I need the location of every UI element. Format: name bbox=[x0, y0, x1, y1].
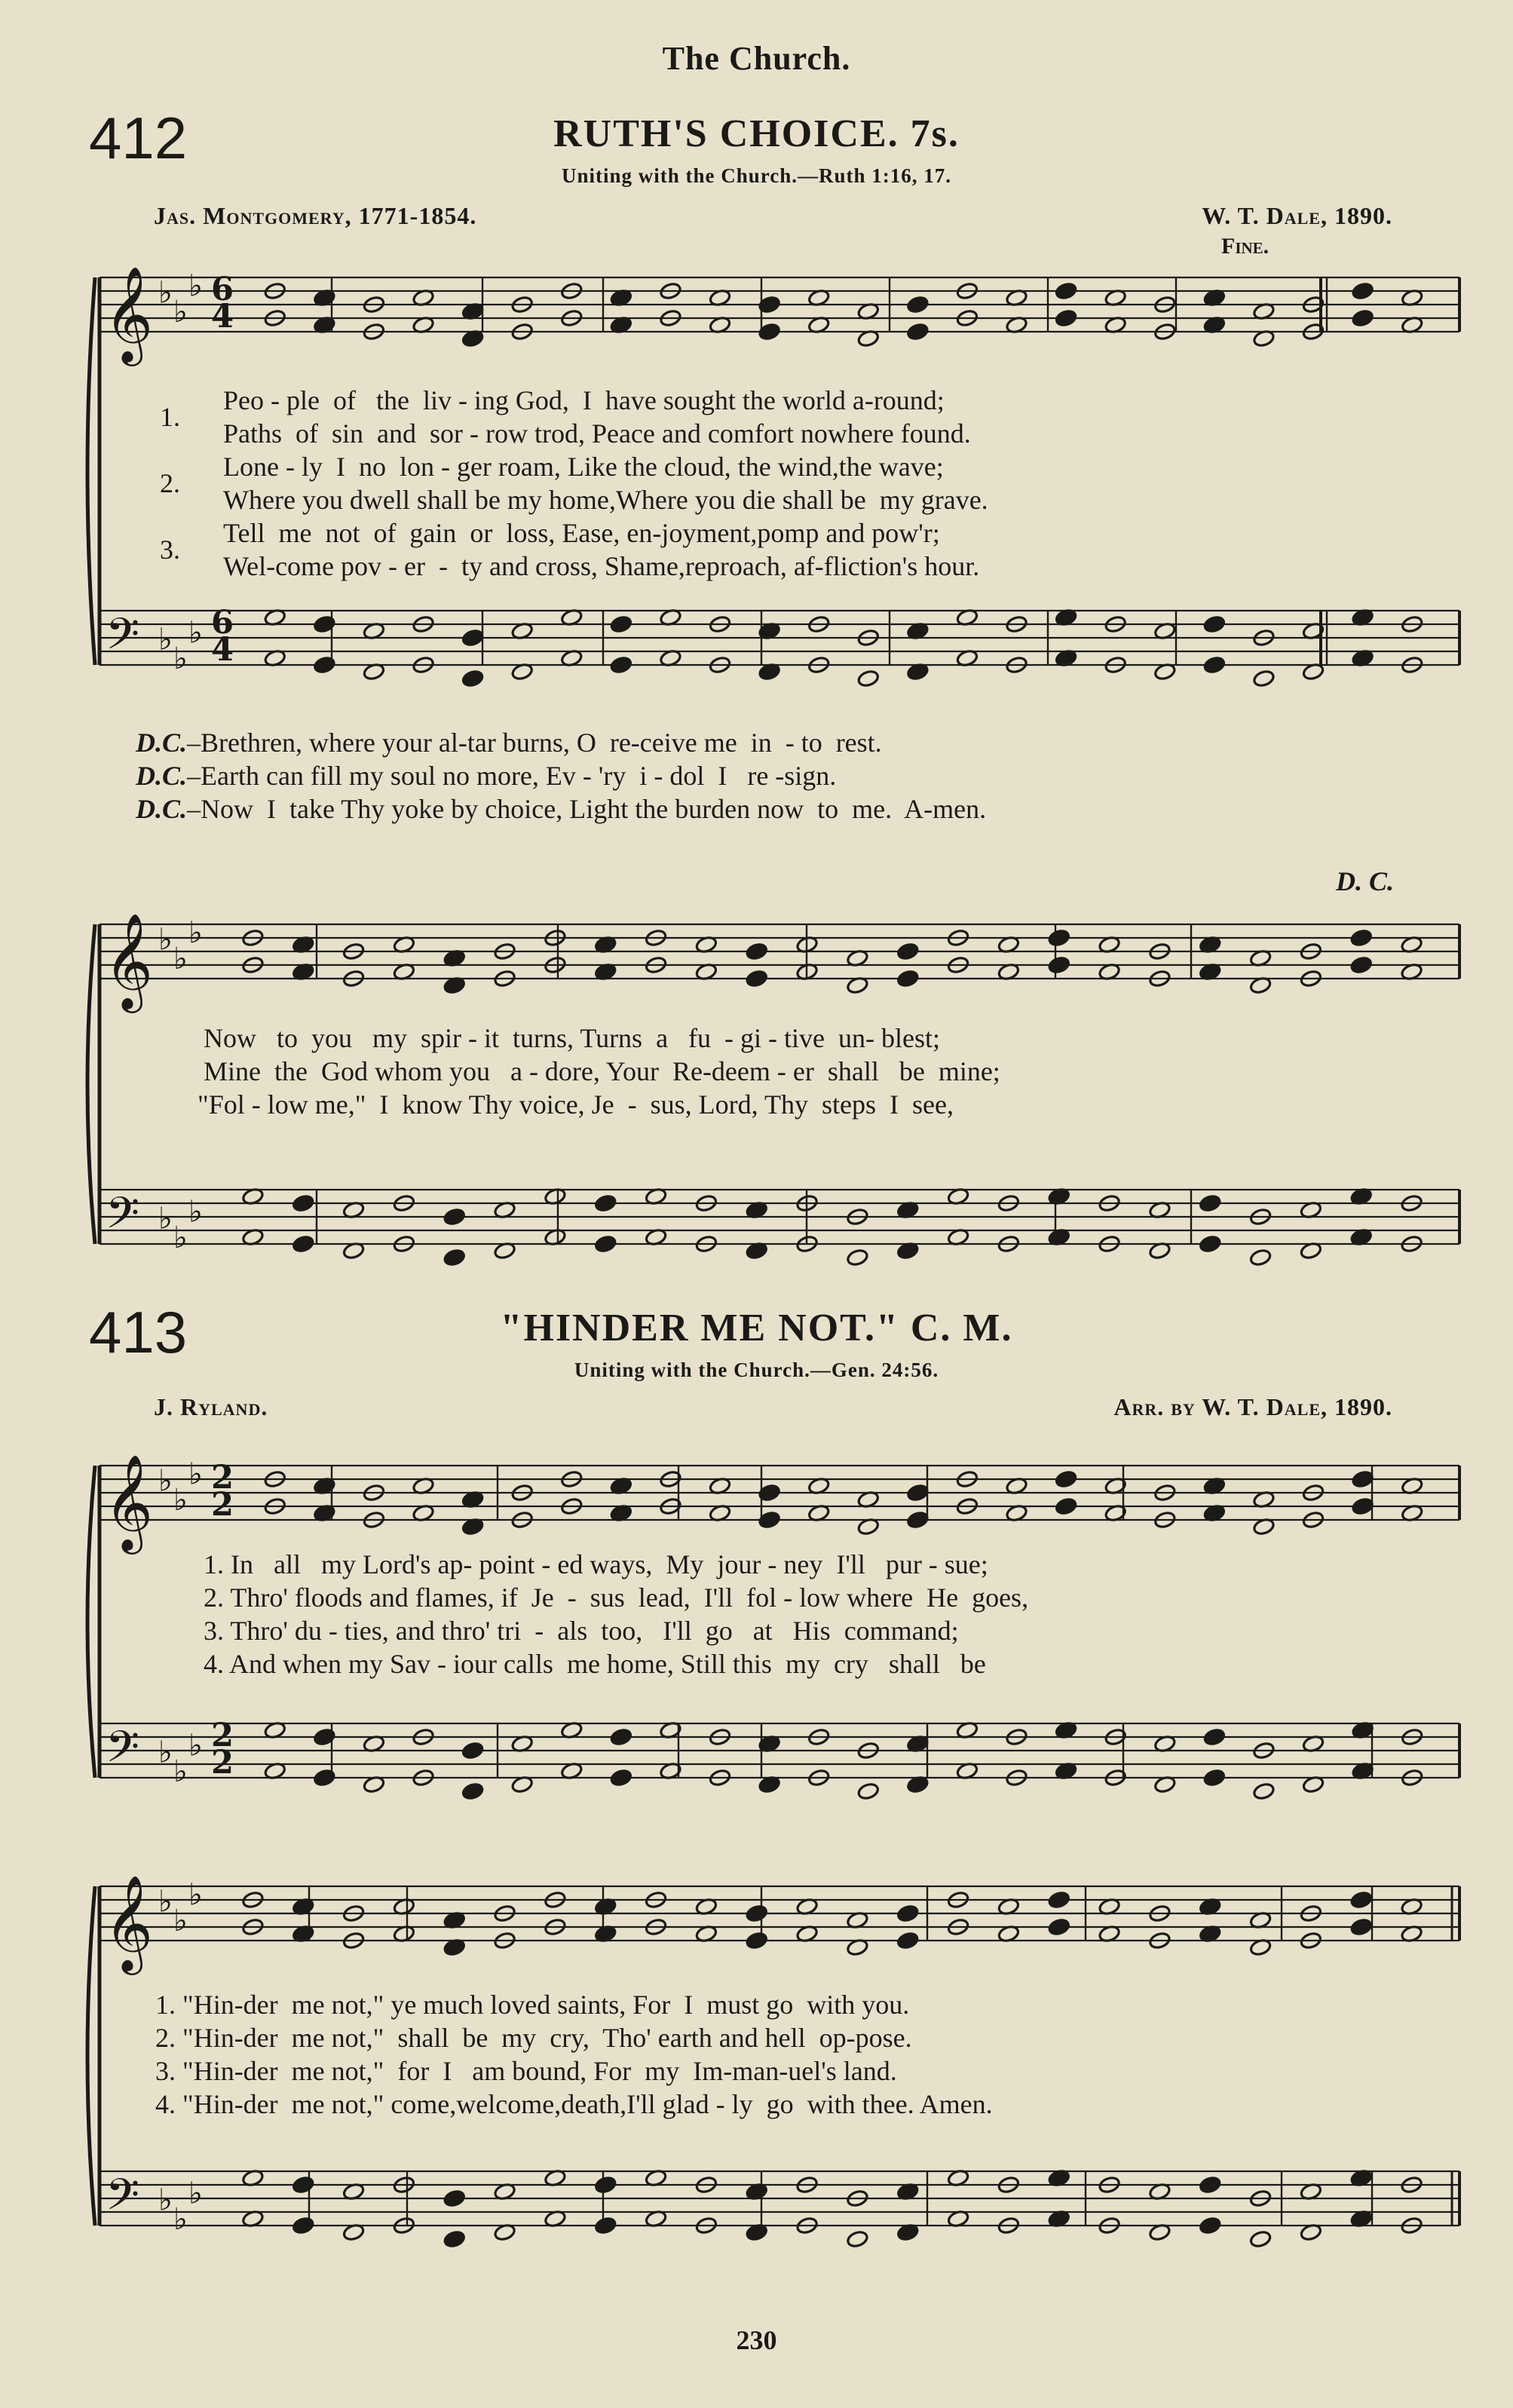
lyric-line: Peo - ple of the liv - ing God, I have sought the world a-round; bbox=[223, 385, 945, 415]
flat-sign: ♭ bbox=[173, 641, 188, 676]
words-author: Jas. Montgomery, 1771-1854. bbox=[154, 202, 477, 229]
flat-sign: ♭ bbox=[173, 294, 188, 329]
quarter-note bbox=[443, 2230, 466, 2249]
quarter-note bbox=[1048, 929, 1070, 948]
quarter-note bbox=[292, 2217, 314, 2235]
quarter-note bbox=[896, 942, 919, 961]
time-signature: 2 bbox=[211, 1743, 234, 1781]
quarter-note bbox=[896, 1932, 919, 1950]
verse-number: 2. bbox=[160, 468, 180, 498]
time-signature: 4 bbox=[211, 630, 234, 669]
da-capo-mark: D. C. bbox=[1336, 866, 1395, 896]
quarter-note bbox=[313, 1769, 335, 1788]
quarter-note bbox=[1055, 1470, 1077, 1489]
flat-sign: ♭ bbox=[188, 1194, 203, 1230]
treble-clef: 𝄞 bbox=[104, 1454, 154, 1550]
quarter-note bbox=[1055, 309, 1077, 328]
bass-clef: 𝄢 bbox=[106, 1187, 140, 1249]
lyric-line: Mine the God whom you a - dore, Your Re-deem - er shall be mine; bbox=[204, 1056, 1000, 1086]
quarter-note bbox=[1055, 282, 1077, 301]
flat-sign: ♭ bbox=[158, 622, 173, 657]
quarter-note bbox=[313, 656, 335, 675]
quarter-note bbox=[461, 1782, 484, 1801]
lyric-line: 3. Thro' du - ties, and thro' tri - als too, I'll go at His command; bbox=[204, 1616, 959, 1646]
quarter-note bbox=[443, 1248, 466, 1267]
lyric-line: Tell me not of gain or loss, Ease, en-joyment,pomp and pow'r; bbox=[223, 518, 940, 548]
quarter-note bbox=[610, 656, 632, 675]
flat-sign: ♭ bbox=[188, 1457, 203, 1492]
hymn-number: 413 bbox=[89, 1299, 188, 1365]
half-note bbox=[1252, 1782, 1275, 1801]
quarter-note bbox=[1350, 929, 1373, 948]
verse-number: 1. bbox=[160, 402, 180, 432]
dc-line: D.C.–Earth can fill my soul no more, Ev - 'ry i - dol I re -sign. bbox=[136, 761, 837, 791]
words-author: J. Ryland. bbox=[154, 1393, 268, 1420]
flat-sign: ♭ bbox=[188, 615, 203, 651]
bass-clef: 𝄢 bbox=[106, 1721, 140, 1783]
flat-sign: ♭ bbox=[173, 1754, 188, 1789]
quarter-note bbox=[746, 1932, 768, 1950]
system-brace bbox=[87, 277, 95, 665]
quarter-note bbox=[1048, 1918, 1070, 1937]
system-brace bbox=[87, 1466, 95, 1778]
flat-sign: ♭ bbox=[158, 2183, 173, 2218]
half-note bbox=[1249, 1248, 1272, 1267]
flat-sign: ♭ bbox=[158, 1463, 173, 1499]
verse-number: 3. bbox=[160, 535, 180, 565]
flat-sign: ♭ bbox=[158, 275, 173, 311]
half-note bbox=[857, 669, 880, 688]
flat-sign: ♭ bbox=[173, 1482, 188, 1518]
bass-clef: 𝄢 bbox=[106, 2169, 140, 2231]
page-number: 230 bbox=[736, 2325, 777, 2355]
quarter-note bbox=[1203, 615, 1226, 634]
half-note bbox=[846, 1248, 868, 1267]
system-brace bbox=[87, 924, 95, 1244]
time-signature: 6 bbox=[211, 603, 234, 642]
quarter-note bbox=[746, 970, 768, 988]
quarter-note bbox=[1350, 956, 1373, 975]
quarter-note bbox=[1352, 309, 1374, 328]
flat-sign: ♭ bbox=[173, 941, 188, 976]
quarter-note bbox=[292, 1235, 314, 1254]
quarter-note bbox=[461, 1742, 484, 1760]
quarter-note bbox=[906, 323, 929, 342]
flat-sign: ♭ bbox=[173, 2201, 188, 2237]
time-signature: 2 bbox=[211, 1485, 234, 1524]
hymn-title: RUTH'S CHOICE. 7s. bbox=[553, 112, 960, 155]
half-note bbox=[1252, 669, 1275, 688]
dc-line: D.C.–Brethren, where your al-tar burns, O re-ceive me in - to rest. bbox=[136, 728, 882, 758]
bass-clef: 𝄢 bbox=[106, 608, 140, 670]
quarter-note bbox=[610, 1728, 632, 1747]
flat-sign: ♭ bbox=[158, 1735, 173, 1770]
quarter-note bbox=[906, 296, 929, 314]
time-signature: 2 bbox=[211, 1716, 234, 1754]
quarter-note bbox=[594, 2217, 617, 2235]
quarter-note bbox=[461, 669, 484, 688]
quarter-note bbox=[461, 629, 484, 648]
flat-sign: ♭ bbox=[188, 915, 203, 951]
flat-sign: ♭ bbox=[158, 922, 173, 957]
flat-sign: ♭ bbox=[158, 1201, 173, 1236]
quarter-note bbox=[1203, 1769, 1226, 1788]
system-brace bbox=[87, 1886, 95, 2226]
lyric-line: Paths of sin and sor - row trod, Peace and comfort nowhere found. bbox=[223, 418, 971, 449]
quarter-note bbox=[896, 970, 919, 988]
flat-sign: ♭ bbox=[173, 1903, 188, 1938]
quarter-note bbox=[1350, 1918, 1373, 1937]
quarter-note bbox=[1048, 956, 1070, 975]
flat-sign: ♭ bbox=[188, 268, 203, 304]
lyric-line: 1. "Hin-der me not," ye much loved saints, For I must go with you. bbox=[155, 1990, 910, 2020]
lyric-line: 3. "Hin-der me not," for I am bound, For my Im-man-uel's land. bbox=[155, 2056, 897, 2086]
quarter-note bbox=[292, 2176, 314, 2195]
quarter-note bbox=[906, 1484, 929, 1503]
time-signature: 2 bbox=[211, 1458, 234, 1497]
quarter-note bbox=[1055, 1497, 1077, 1516]
quarter-note bbox=[1199, 1235, 1221, 1254]
lyric-line: Where you dwell shall be my home,Where you die shall be my grave. bbox=[223, 485, 988, 515]
flat-sign: ♭ bbox=[188, 1728, 203, 1763]
dc-line: D.C.–Now I take Thy yoke by choice, Light the burden now to me. A-men. bbox=[136, 794, 987, 824]
lyric-line: 2. "Hin-der me not," shall be my cry, Tho' earth and hell op-pose. bbox=[155, 2023, 912, 2053]
time-signature: 6 bbox=[211, 270, 234, 308]
treble-clef: 𝄞 bbox=[104, 1874, 154, 1971]
quarter-note bbox=[1352, 1470, 1374, 1489]
flat-sign: ♭ bbox=[173, 1220, 188, 1255]
quarter-note bbox=[1199, 1194, 1221, 1213]
running-head: The Church. bbox=[662, 40, 851, 77]
quarter-note bbox=[1048, 1891, 1070, 1910]
quarter-note bbox=[292, 1194, 314, 1213]
quarter-note bbox=[896, 1904, 919, 1923]
quarter-note bbox=[443, 2189, 466, 2208]
lyric-line: "Fol - low me," I know Thy voice, Je - sus, Lord, Thy steps I see, bbox=[198, 1089, 954, 1120]
lyric-line: 4. "Hin-der me not," come,welcome,death,I'll glad - ly go with thee. Amen. bbox=[155, 2089, 993, 2119]
quarter-note bbox=[594, 1194, 617, 1213]
quarter-note bbox=[746, 1904, 768, 1923]
treble-clef: 𝄞 bbox=[104, 265, 154, 362]
lyric-line: Lone - ly I no lon - ger roam, Like the cloud, the wind,the wave; bbox=[223, 452, 944, 482]
half-note bbox=[857, 1782, 880, 1801]
quarter-note bbox=[610, 615, 632, 634]
fine-mark: Fine. bbox=[1221, 234, 1270, 259]
lyric-line: 4. And when my Sav - iour calls me home, Still this my cry shall be bbox=[204, 1649, 986, 1679]
lyric-line: Now to you my spir - it turns, Turns a fu - gi - tive un- blest; bbox=[204, 1023, 940, 1053]
half-note bbox=[1249, 2230, 1272, 2249]
hymn-title: "HINDER ME NOT." C. M. bbox=[500, 1307, 1013, 1350]
time-signature: 4 bbox=[211, 297, 234, 335]
quarter-note bbox=[1352, 282, 1374, 301]
quarter-note bbox=[1199, 2176, 1221, 2195]
lyric-line: Wel-come pov - er - ty and cross, Shame,reproach, af-fliction's hour. bbox=[223, 551, 980, 581]
hymn-number: 412 bbox=[89, 105, 188, 171]
quarter-note bbox=[1199, 2217, 1221, 2235]
quarter-note bbox=[594, 1235, 617, 1254]
treble-clef: 𝄞 bbox=[104, 912, 154, 1009]
quarter-note bbox=[610, 1769, 632, 1788]
quarter-note bbox=[1203, 1728, 1226, 1747]
flat-sign: ♭ bbox=[158, 1884, 173, 1919]
quarter-note bbox=[443, 1208, 466, 1227]
flat-sign: ♭ bbox=[188, 2176, 203, 2211]
quarter-note bbox=[1350, 1891, 1373, 1910]
lyric-line: 2. Thro' floods and flames, if Je - sus lead, I'll fol - low where He goes, bbox=[204, 1582, 1029, 1613]
lyric-line: 1. In all my Lord's ap- point - ed ways, My jour - ney I'll pur - sue; bbox=[204, 1549, 988, 1579]
quarter-note bbox=[594, 2176, 617, 2195]
quarter-note bbox=[1352, 1497, 1374, 1516]
quarter-note bbox=[746, 942, 768, 961]
music-arranger: Arr. by W. T. Dale, 1890. bbox=[1113, 1393, 1392, 1420]
music-composer: W. T. Dale, 1890. bbox=[1202, 202, 1392, 229]
half-note bbox=[846, 2230, 868, 2249]
quarter-note bbox=[1203, 656, 1226, 675]
hymn-subtitle: Uniting with the Church.—Gen. 24:56. bbox=[574, 1359, 939, 1381]
hymn-subtitle: Uniting with the Church.—Ruth 1:16, 17. bbox=[561, 164, 952, 187]
flat-sign: ♭ bbox=[188, 1877, 203, 1913]
quarter-note bbox=[906, 1511, 929, 1530]
